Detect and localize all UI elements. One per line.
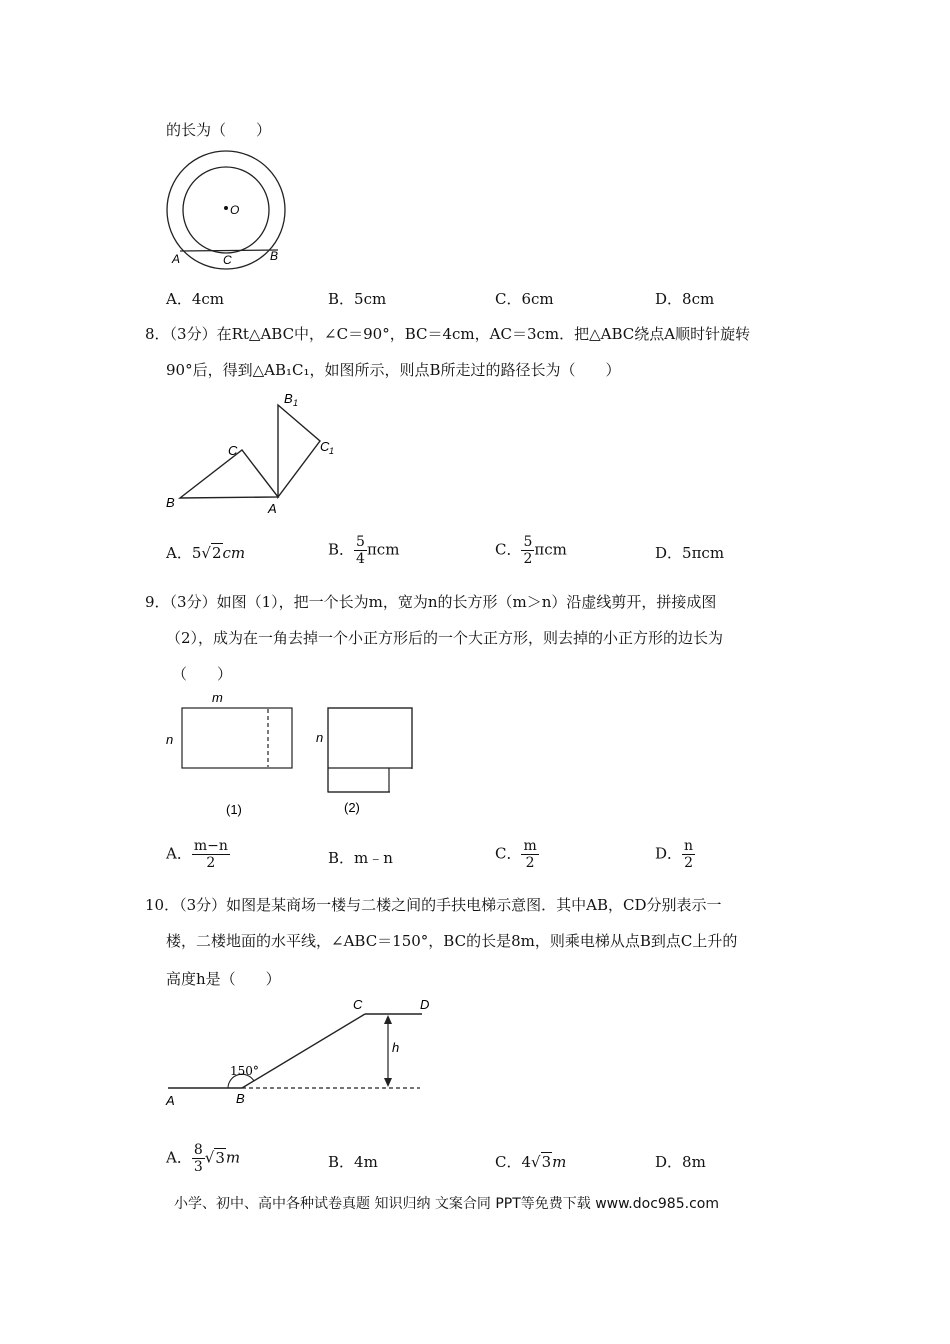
q8-option-b-prefix: B． <box>328 540 355 559</box>
q7-center-point <box>224 206 228 210</box>
q8-option-a-radicand: 2 <box>211 544 222 562</box>
q10-label-a: A <box>166 1093 175 1108</box>
q9-option-a-prefix: A． <box>166 844 192 863</box>
fraction-numerator: m−n <box>193 838 228 854</box>
q10-option-c-radicand: 3 <box>541 1153 552 1171</box>
q10-option-b: B．4m <box>328 1153 378 1171</box>
q10-label-b: B <box>236 1091 245 1106</box>
q10-arrowhead-down <box>384 1078 392 1087</box>
q7-stem-tail: 的长为（ ） <box>166 121 272 139</box>
q8-label-c1-sub: 1 <box>329 446 335 456</box>
q9-figure-rectangles <box>160 688 430 823</box>
q10-arrowhead-up <box>384 1015 392 1024</box>
q8-option-c-unit: πcm <box>534 540 567 559</box>
q8-label-b1-sub: 1 <box>293 398 299 408</box>
q8-option-c-fraction <box>521 534 534 567</box>
q9-removed-corner <box>390 769 413 793</box>
fraction-denominator: 2 <box>525 855 535 871</box>
q7-option-b: B．5cm <box>328 290 387 308</box>
q8-option-d: D．5πcm <box>655 544 725 562</box>
q9-option-d-fraction <box>682 838 695 871</box>
q8-option-c <box>495 534 567 567</box>
q9-label-m: m <box>212 690 223 705</box>
q8-option-b-unit: πcm <box>366 540 400 559</box>
q9-option-c <box>495 838 539 871</box>
fraction-numerator: 5 <box>523 534 533 550</box>
q8-option-a-unit: cm <box>222 544 246 562</box>
q10-option-d: D．8m <box>655 1153 706 1171</box>
q7-option-c: C．6cm <box>495 290 554 308</box>
q9-option-a <box>166 838 230 871</box>
q10-option-c <box>495 1151 566 1172</box>
fraction-numerator: 5 <box>356 534 365 550</box>
q10-line1: 10．（3分）如图是某商场一楼与二楼之间的手扶电梯示意图．其中AB，CD分别表示一 <box>145 896 722 914</box>
q10-option-a-fraction <box>192 1142 205 1175</box>
q9-line1: 9．（3分）如图（1），把一个长为m，宽为n的长方形（m＞n）沿虚线剪开，拼接成图 <box>145 593 717 611</box>
q7-label-o: O <box>230 203 240 217</box>
q9-option-a-fraction <box>192 838 230 871</box>
q10-label-d: D <box>420 997 430 1012</box>
q9-option-b: B．m﹣n <box>328 849 393 867</box>
q9-line2: （2），成为在一角去掉一个小正方形后的一个大正方形，则去掉的小正方形的边长为 <box>166 629 724 647</box>
q7-label-b: B <box>270 249 279 263</box>
q10-angle-label: 150° <box>230 1064 259 1078</box>
q9-option-d <box>655 838 695 871</box>
q7-chord-ab <box>180 250 278 251</box>
q8-triangle-ab1c1 <box>278 405 320 497</box>
q8-label-b1: B <box>284 391 293 406</box>
fraction-numerator: m <box>523 838 537 854</box>
q10-option-a-radicand: 3 <box>215 1148 225 1167</box>
q8-option-b-fraction <box>354 534 367 567</box>
q10-option-c-unit: m <box>552 1153 567 1171</box>
q10-label-c: C <box>353 997 363 1012</box>
q8-figure-rotation <box>160 385 360 520</box>
q9-label-n1: n <box>166 732 174 747</box>
q10-option-a-unit: m <box>225 1148 241 1167</box>
q10-option-a <box>166 1142 240 1175</box>
q10-label-h: h <box>392 1040 400 1055</box>
q8-line2: 90°后，得到△AB₁C₁，如图所示，则点B所走过的路径长为（ ） <box>166 361 621 379</box>
fraction-denominator: 2 <box>684 855 693 871</box>
q7-figure-concentric-circles <box>160 150 295 270</box>
q9-option-c-fraction <box>521 838 538 871</box>
sqrt-symbol: √ <box>531 1153 541 1171</box>
sqrt-symbol: √ <box>204 1148 215 1167</box>
q9-caption-2: (2) <box>344 800 360 815</box>
q8-option-a-prefix: A．5 <box>166 544 202 562</box>
fraction-numerator: 8 <box>193 1142 203 1158</box>
fraction-denominator: 4 <box>356 551 365 567</box>
q10-option-c-prefix: C．4 <box>495 1153 532 1171</box>
q9-line3: （ ） <box>172 665 233 683</box>
q7-option-a: A．4cm <box>166 290 225 308</box>
q8-label-b: B <box>166 495 175 510</box>
q8-option-b <box>328 534 399 567</box>
q10-escalator-bc <box>242 1014 365 1088</box>
fraction-denominator: 2 <box>523 551 533 567</box>
q7-label-a: A <box>172 252 181 266</box>
q7-option-d: D．8cm <box>655 290 715 308</box>
sqrt-symbol: √ <box>201 544 211 562</box>
q8-label-c: C <box>228 443 238 458</box>
q10-line3: 高度h是（ ） <box>166 970 281 988</box>
fraction-numerator: n <box>684 838 694 854</box>
q9-option-c-prefix: C． <box>495 844 522 863</box>
q8-label-c1: C <box>320 439 330 454</box>
q8-option-c-prefix: C． <box>495 540 522 559</box>
q10-figure-escalator <box>160 995 445 1110</box>
q8-line1: 8．（3分）在Rt△ABC中，∠C＝90°，BC＝4cm，AC＝3cm．把△ABC绕点A顺时针旋转 <box>145 325 751 343</box>
q8-option-a <box>166 542 245 563</box>
page-footer[interactable]: 小学、初中、高中各种试卷真题 知识归纳 文案合同 PPT等免费下载 www.doc985.com <box>174 1196 719 1212</box>
q10-line2: 楼，二楼地面的水平线，∠ABC＝150°，BC的长是8m，则乘电梯从点B到点C上升的 <box>166 932 738 950</box>
q9-caption-1: (1) <box>226 802 242 817</box>
q10-option-a-prefix: A． <box>166 1148 192 1167</box>
fraction-denominator: 3 <box>193 1159 203 1175</box>
q9-option-d-prefix: D． <box>655 844 683 863</box>
fraction-denominator: 2 <box>206 855 216 871</box>
q7-label-c: C <box>223 253 232 267</box>
q9-rectangle-1 <box>182 708 292 768</box>
q8-label-a: A <box>268 501 277 516</box>
q9-label-n2: n <box>316 730 324 745</box>
